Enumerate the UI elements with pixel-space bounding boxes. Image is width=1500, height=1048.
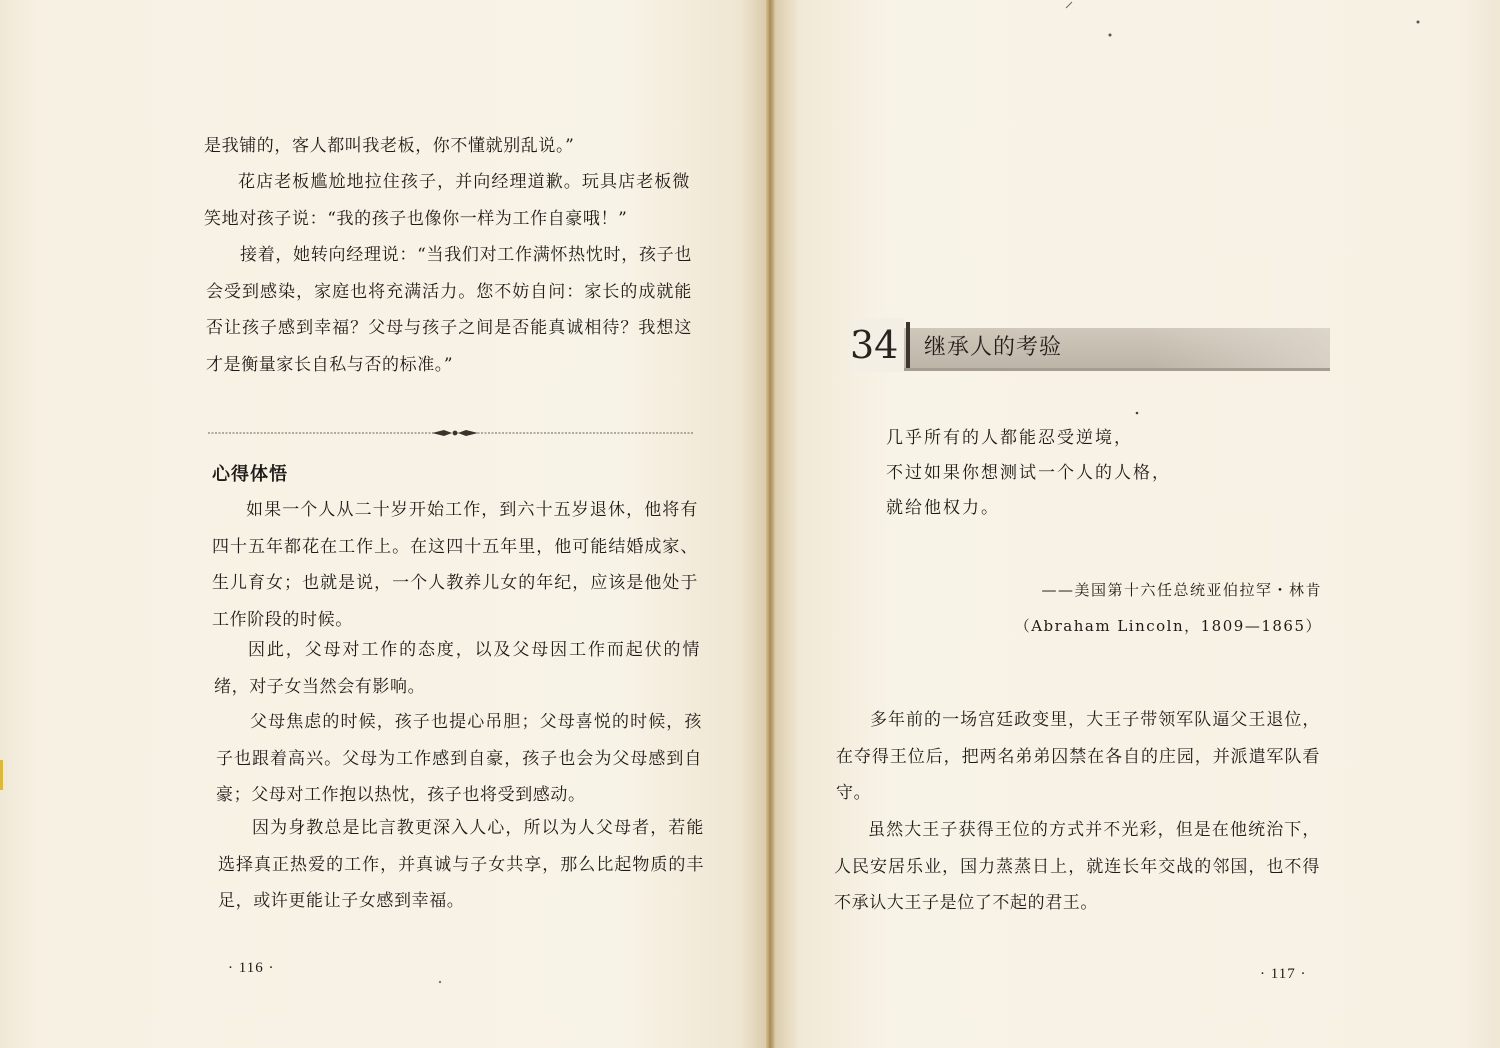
story-paragraph: 虽然大王子获得王位的方式并不光彩，但是在他统治下，人民安居乐业，国力蒸蒸日上，就连长年交战的邻国，也不得不承认大王子是位了不起的君王。 xyxy=(834,820,1320,913)
story-paragraph: 多年前的一场宫廷政变里，大王子带领军队逼父王退位，在夺得王位后，把两名弟弟囚禁在各自的庄园，并派遣军队看守。 xyxy=(836,710,1320,803)
epigraph-line: 就给他权力。 xyxy=(886,498,1000,518)
story-paragraph-end: 是我铺的，客人都叫我老板，你不懂就别乱说。” xyxy=(204,136,575,156)
right-page xyxy=(770,0,1500,1048)
page-edge-mark xyxy=(0,760,3,790)
reflection-paragraph: 父母焦虑的时候，孩子也提心吊胆；父母喜悦的时候，孩子也跟着高兴。父母为工作感到自豪，孩子也会为父母感到自豪；父母对工作抱以热忱，孩子也将受到感动。 xyxy=(216,712,702,805)
chapter-banner xyxy=(848,318,1330,372)
reflection-paragraph: 因此，父母对工作的态度，以及父母因工作而起伏的情绪，对子女当然会有影响。 xyxy=(214,640,700,697)
attribution-dates: （Abraham Lincoln，1809—1865） xyxy=(1014,617,1322,635)
ornamental-divider xyxy=(208,427,694,439)
epigraph-line: 几乎所有的人都能忍受逆境， xyxy=(886,428,1133,448)
page-number: · 116 · xyxy=(228,960,275,976)
chapter-number: 34 xyxy=(850,318,904,372)
attribution-author: ——美国第十六任总统亚伯拉罕・林肯 xyxy=(1041,581,1322,599)
epigraph-attribution xyxy=(1015,572,1322,644)
chapter-separator xyxy=(906,322,910,368)
story-paragraph: 接着，她转向经理说：“当我们对工作满怀热忱时，孩子也会受到感染，家庭也将充满活力。您不妨自问：家长的成就能否让孩子感到幸福？父母与孩子之间是否能真诚相待？我想这才是衡量家长自私与否的标准。” xyxy=(206,245,692,375)
reflection-paragraph: 因为身教总是比言教更深入人心，所以为人父母者，若能选择真正热爱的工作，并真诚与子女共享，那么比起物质的丰足，或许更能让子女感到幸福。 xyxy=(218,818,704,911)
reflection-paragraph: 如果一个人从二十岁开始工作，到六十五岁退休，他将有四十五年都花在工作上。在这四十五年里，他可能结婚成家、生儿育女；也就是说，一个人教养儿女的年纪，应该是他处于工作阶段的时候。 xyxy=(212,500,698,630)
epigraph-line: 不过如果你想测试一个人的人格， xyxy=(886,463,1171,483)
story-paragraph: 花店老板尴尬地拉住孩子，并向经理道歉。玩具店老板微笑地对孩子说：“我的孩子也像你一样为工作自豪哦！” xyxy=(204,172,690,229)
epigraph xyxy=(886,421,1171,526)
chapter-title: 继承人的考验 xyxy=(924,335,1063,360)
book-gutter xyxy=(766,0,774,1048)
page-number: · 117 · xyxy=(1260,966,1307,982)
section-heading: 心得体悟 xyxy=(212,464,288,485)
